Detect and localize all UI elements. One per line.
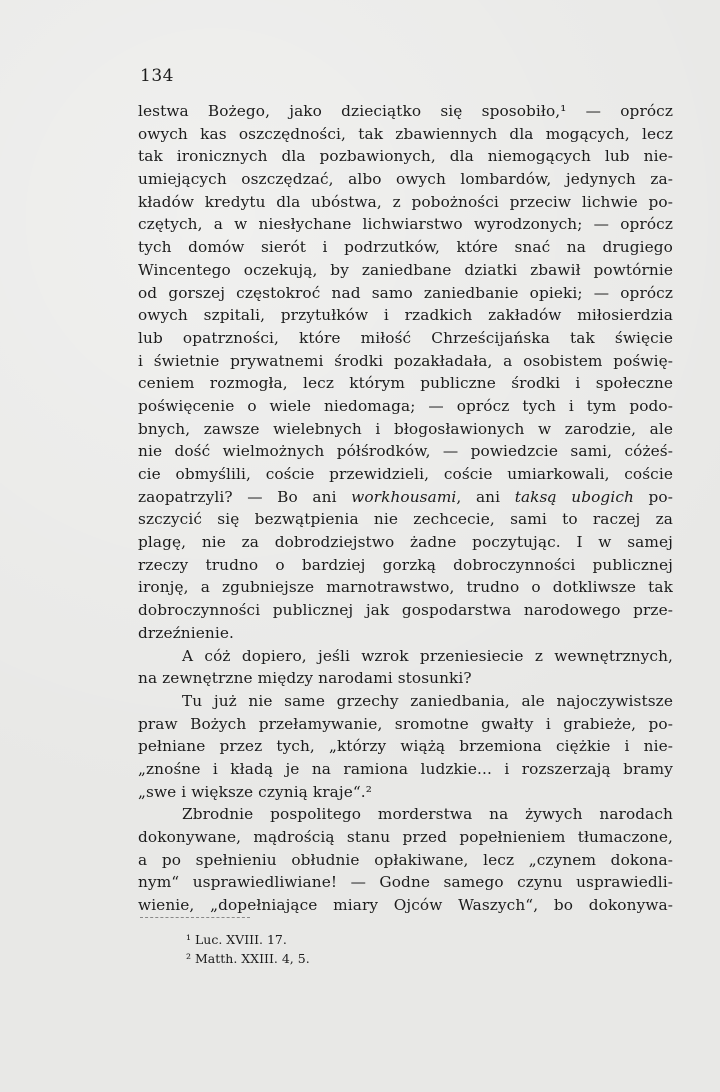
text-line: poświęcenie o wiele niedomaga; — oprócz tych i tym podo- (138, 396, 673, 415)
footnote-divider (140, 917, 250, 918)
text-line: i świetnie prywatnemi środki pozakładała, a osobistem poświę- (138, 351, 673, 370)
text-line: czętych, a w niesłychane lichwiarstwo wyrodzonych; — oprócz (138, 215, 673, 234)
text-line: owych kas oszczędności, tak zbawiennych dla mogących, lecz (138, 124, 673, 143)
text-line: wienie, „dopełniające miary Ojców Waszych“, bo dokonywa- (138, 896, 673, 915)
text-line: dobroczynności publicznej jak gospodarstwa narodowego prze- (138, 601, 673, 620)
text-line: nie dość wielmożnych półśrodków, — powiedzcie sami, cóżeś- (138, 442, 673, 461)
text-line: „swe i większe czynią kraje“.² (138, 782, 372, 801)
text-line-italic (138, 486, 673, 509)
footnotes (186, 930, 310, 968)
paragraph-line: A cóż dopiero, jeśli wzrok przeniesiecie z wewnętrznych, (182, 646, 673, 665)
text-line: bnych, zawsze wielebnych i błogosławionych w zarodzie, ale (138, 419, 673, 438)
text-span: , ani (456, 487, 515, 506)
text-line: szczycić się bezwątpienia nie zechcecie, sami to raczej za (138, 510, 673, 529)
text-line: dokonywane, mądrością stanu przed popełnieniem tłumaczone, (138, 828, 673, 846)
italic-term: workhousami (351, 487, 457, 506)
text-line: kładów kredytu dla ubóstwa, z pobożności przeciw lichwie po- (138, 192, 673, 211)
text-line: od gorszej częstokroć nad samo zaniedbanie opieki; — oprócz (138, 283, 673, 302)
footnote: ¹ Luc. XVIII. 17. (186, 932, 287, 947)
text-line: na zewnętrzne między narodami stosunki? (138, 669, 472, 688)
paragraph-line: Zbrodnie pospolitego morderstwa na żywych narodach (182, 805, 673, 824)
text-line: a po spełnieniu obłudnie opłakiwane, lecz „czynem dokona- (138, 850, 673, 869)
text-line: ceniem rozmogła, lecz którym publiczne środki i społeczne (138, 374, 673, 393)
text-line: lestwa Bożego, jako dzieciątko się sposobiło,¹ — oprócz (138, 102, 673, 120)
paragraph-line: Tu już nie same grzechy zaniedbania, ale najoczywistsze (182, 691, 673, 710)
text-line: pełniane przez tych, „którzy wiążą brzemiona ciężkie i nie- (138, 737, 673, 756)
text-line: tych domów sierót i podrzutków, które snać na drugiego (138, 238, 673, 257)
text-span: po- (633, 487, 673, 506)
text-line: umiejących oszczędzać, albo owych lombardów, jedynych za- (138, 170, 673, 189)
body-text (138, 100, 673, 917)
text-line: lub opatrzności, które miłość Chrześcijańska tak święcie (138, 328, 673, 347)
text-span: zaopatrzyli? — Bo ani (138, 487, 352, 506)
text-line: ironję, a zgubniejsze marnotrawstwo, trudno o dotkliwsze tak (138, 578, 673, 597)
text-line: plagę, nie za dobrodziejstwo żadne poczytując. I w samej (138, 533, 673, 552)
text-line: Wincentego oczekują, by zaniedbane dziatki zbawił powtórnie (138, 260, 673, 279)
text-line: praw Bożych przełamywanie, sromotne gwałty i grabieże, po- (138, 714, 673, 733)
text-line: „znośne i kładą je na ramiona ludzkie... i rozszerzają bramy (138, 759, 673, 778)
page-number: 134 (140, 66, 174, 86)
footnote: ² Matth. XXIII. 4, 5. (186, 951, 310, 966)
text-line: tak ironicznych dla pozbawionych, dla niemogących lub nie- (138, 147, 673, 166)
text-line: rzeczy trudno o bardziej gorzką dobroczynności publicznej (138, 555, 673, 574)
text-line: nym“ usprawiedliwiane! — Godne samego czynu usprawiedli- (138, 873, 673, 892)
italic-term: taksą ubogich (514, 487, 634, 506)
text-line: drzeźnienie. (138, 623, 234, 642)
text-line: owych szpitali, przytułków i rzadkich zakładów miłosierdzia (138, 306, 673, 325)
text-line: cie obmyślili, coście przewidzieli, coście umiarkowali, coście (138, 465, 673, 483)
